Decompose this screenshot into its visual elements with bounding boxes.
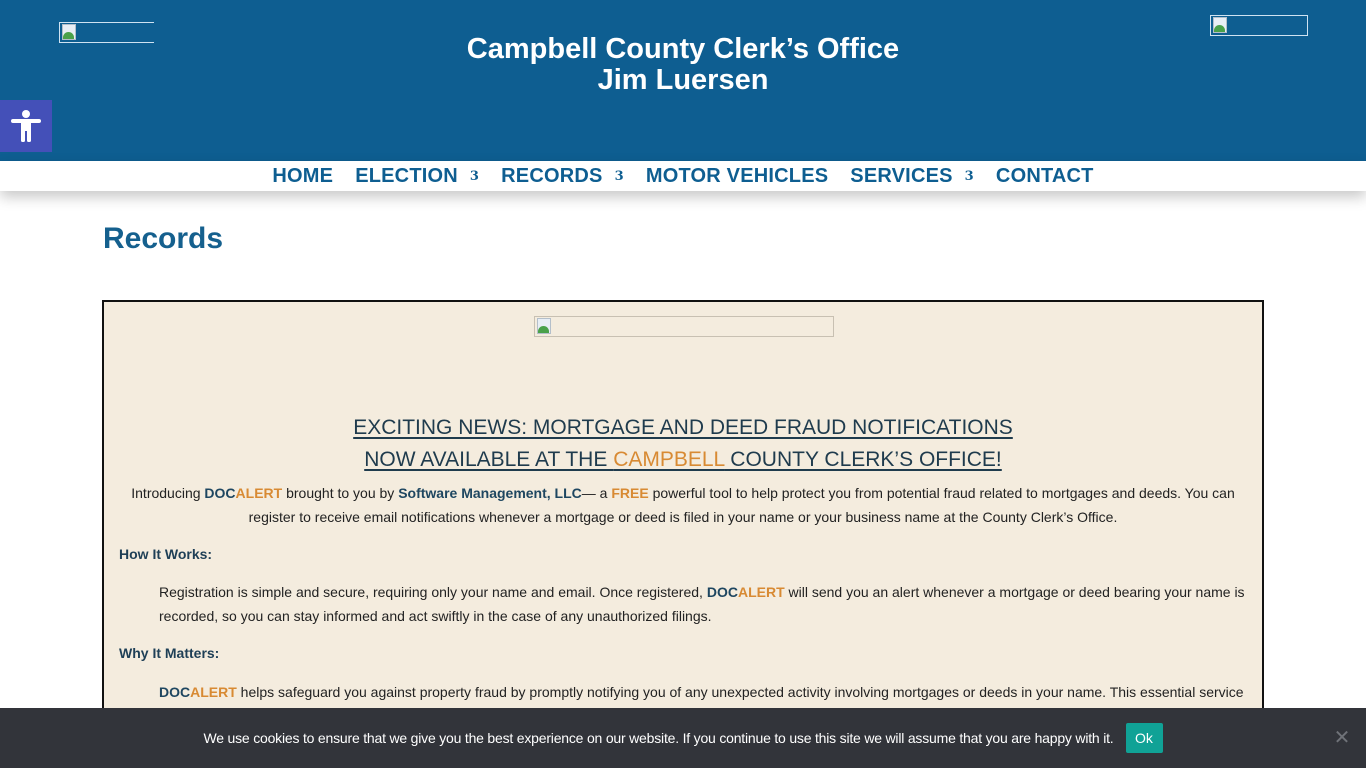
accessibility-person-icon [10,109,42,143]
submenu-caret-icon: 3 [614,168,624,184]
how-it-works-paragraph [159,580,1251,628]
brand-alert: ALERT [190,684,237,700]
brand-doc: DOC [159,684,191,700]
why-it-matters-paragraph [159,680,1251,704]
nav-item-label: SERVICES [850,164,953,187]
accessibility-toolbar-button[interactable] [0,100,52,152]
intro-text: brought to you by [282,485,399,501]
intro-text: — a [581,485,612,501]
headline-campbell-highlight: CAMPBELL [613,448,725,471]
broken-image-icon [1212,17,1228,34]
how-it-works-heading: How It Works: [119,546,213,562]
brand-alert: ALERT [235,485,283,501]
submenu-caret-icon: 3 [964,168,974,184]
announcement-headline [104,412,1262,476]
docalert-banner-image [534,316,834,337]
intro-text: powerful tool to help protect you from potential fraud related to mortgages and deeds. You can register to receive email notifications whenever a mortgage or deed is filed in your name or your business name at the County Clerk’s Office. [248,485,1235,525]
intro-text: Introducing [131,485,205,501]
headline-text: COUNTY CLERK’S OFFICE! [724,448,1002,471]
nav-item-label: RECORDS [501,164,603,187]
headline-line-1: EXCITING NEWS: MORTGAGE AND DEED FRAUD NOTIFICATIONS [353,416,1013,439]
cookie-accept-button[interactable]: Ok [1126,723,1163,753]
headline-line-2 [104,444,1262,476]
company-name: Software Management, LLC [398,485,582,501]
free-badge-text: FREE [611,485,649,501]
site-header [0,0,1366,161]
nav-item-motor-vehicles[interactable] [646,165,828,188]
nav-item-label: HOME [272,164,334,187]
nav-item-election[interactable] [355,165,479,188]
cookie-consent-bar [0,708,1366,768]
headline-text: NOW AVAILABLE AT THE [364,448,614,471]
site-title-office: Campbell County Clerk’s Office [466,33,900,65]
nav-item-label: ELECTION [355,164,458,187]
why-it-matters-heading: Why It Matters: [119,645,220,661]
nav-item-services[interactable] [850,165,974,188]
site-title [0,34,1366,96]
page-title: Records [103,222,224,255]
body-text: helps safeguard you against property fraud by promptly notifying you of any unexpected activity involving mortgages or deeds in your name. This essential service [236,684,1244,700]
broken-image-icon [536,318,552,335]
nav-item-home[interactable] [272,165,333,188]
nav-item-label: CONTACT [995,164,1094,187]
header-logo-right[interactable] [1210,15,1308,36]
nav-item-contact[interactable] [996,165,1094,188]
submenu-caret-icon: 3 [469,168,480,184]
site-title-clerk-name: Jim Luersen [597,64,769,96]
nav-item-records[interactable] [501,165,624,188]
brand-doc: DOC [204,485,236,501]
body-text: Registration is simple and secure, requiring only your name and email. Once registered, [159,584,707,600]
main-nav [0,161,1366,191]
nav-item-label: MOTOR VEHICLES [645,164,829,187]
intro-paragraph [118,481,1248,529]
cookie-message: We use cookies to ensure that we give you the best experience on our website. If you continue to use this site we will assume that you are happy with it. [203,730,1114,746]
brand-alert: ALERT [737,584,785,600]
body-text: will send you an alert whenever a mortgage or deed bearing your name is recorded, so you can stay informed and act swiftly in the case of any unauthorized filings. [159,584,1245,624]
close-icon[interactable]: ✕ [1333,727,1351,749]
brand-doc: DOC [706,584,738,600]
docalert-announcement-box [102,300,1264,768]
